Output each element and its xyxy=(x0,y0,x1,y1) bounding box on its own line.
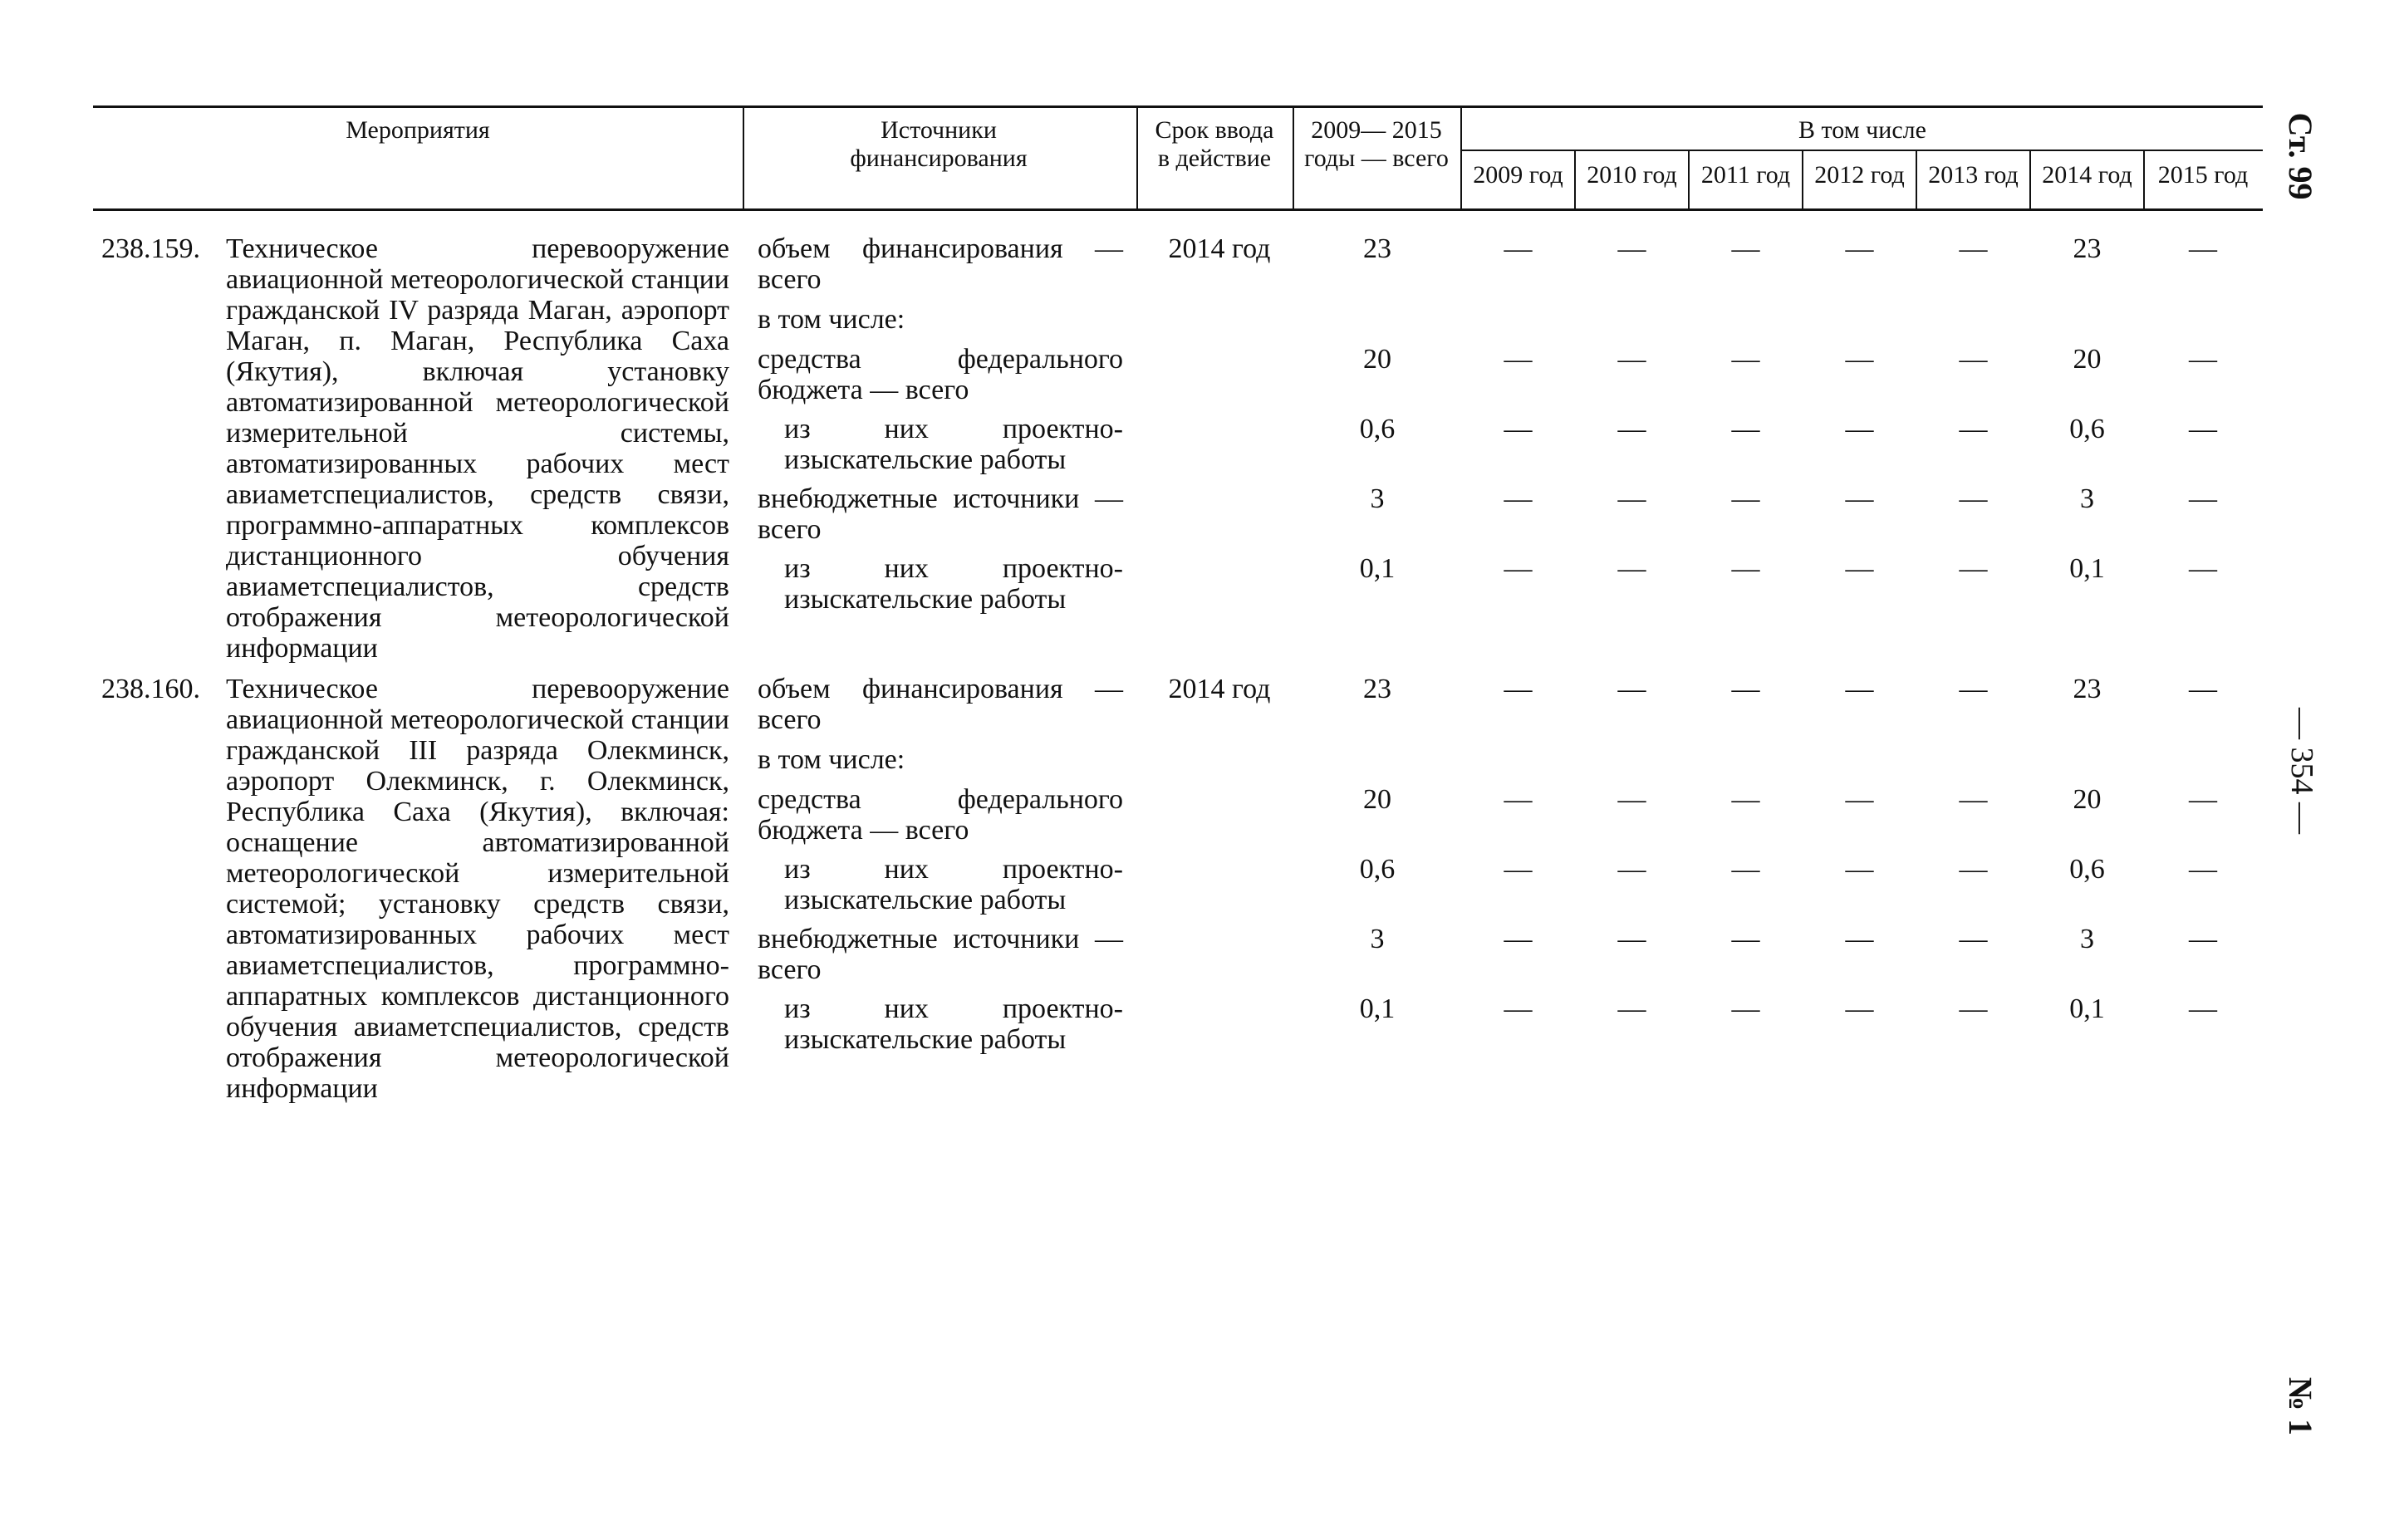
value-2013: — xyxy=(1959,854,1988,885)
value-2011: — xyxy=(1731,924,1760,954)
header-year-2011: 2011 год xyxy=(1700,161,1791,189)
source-label: в том числе: xyxy=(758,744,905,775)
value-2015: — xyxy=(2189,233,2217,264)
issue-label: № 1 xyxy=(2282,1376,2319,1436)
source-label: объем финансирования — всего xyxy=(758,233,1123,295)
source-label: объем финансирования — всего xyxy=(758,674,1123,735)
entry-term: 2014 год xyxy=(1168,674,1271,704)
value-2013: — xyxy=(1959,553,1988,584)
value-2009: — xyxy=(1504,924,1533,954)
value-2011: — xyxy=(1731,553,1760,584)
total-value: 0,6 xyxy=(1359,854,1396,885)
value-2012: — xyxy=(1845,483,1874,514)
total-value: 20 xyxy=(1363,784,1391,815)
total-value: 0,1 xyxy=(1359,993,1396,1024)
value-2010: — xyxy=(1617,233,1646,264)
value-2011: — xyxy=(1731,414,1760,444)
total-value: 20 xyxy=(1363,344,1391,375)
entry-description: Техническое перевооружение авиационной метеорологической станции гражданской IV разряда Маган, аэропорт Маган, п. Маган, Республика Саха (Якутия), включая установку автоматизированной метеорологической измерительной системы, автоматизированных рабочих мест авиаметспециалистов, средств связи, программно-аппаратных комплексов дистанционного обучения авиаметспециалистов, средств отображения метеорологической информации xyxy=(226,233,729,664)
value-2011: — xyxy=(1731,993,1760,1024)
value-2009: — xyxy=(1504,483,1533,514)
value-2014: 23 xyxy=(2073,674,2102,704)
value-2014: 0,6 xyxy=(2069,854,2105,885)
entry-description: Техническое перевооружение авиационной метеорологической станции гражданской III разряда Олекминск, аэропорт Олекминск, г. Олекминск, Республика Саха (Якутия), включая: оснащение автоматизированной метеорологической измерительной системой; установку средств связи, автоматизированных рабочих мест авиаметспециалистов, программно-аппаратных комплексов дистанционного обучения авиаметспециалистов, средств отображения метеорологической информации xyxy=(226,674,729,1104)
value-2011: — xyxy=(1731,233,1760,264)
source-label: из них проектно-изыскательские работы xyxy=(784,553,1123,615)
value-2015: — xyxy=(2189,553,2217,584)
value-2010: — xyxy=(1617,924,1646,954)
value-2010: — xyxy=(1617,993,1646,1024)
value-2012: — xyxy=(1845,924,1874,954)
value-2013: — xyxy=(1959,483,1988,514)
total-value: 3 xyxy=(1370,924,1385,954)
value-2012: — xyxy=(1845,854,1874,885)
page-number: — 354 — xyxy=(2284,708,2319,834)
value-2009: — xyxy=(1504,854,1533,885)
value-2009: — xyxy=(1504,233,1533,264)
value-2012: — xyxy=(1845,993,1874,1024)
value-2014: 20 xyxy=(2073,784,2102,815)
value-2013: — xyxy=(1959,233,1988,264)
source-label: из них проектно-изыскательские работы xyxy=(784,993,1123,1055)
value-2014: 0,1 xyxy=(2069,993,2105,1024)
total-value: 0,1 xyxy=(1359,553,1396,584)
value-2013: — xyxy=(1959,414,1988,444)
value-2010: — xyxy=(1617,854,1646,885)
col-divider xyxy=(1293,107,1294,208)
value-2011: — xyxy=(1731,854,1760,885)
value-2013: — xyxy=(1959,784,1988,815)
header-total: 2009— 2015 годы — всего xyxy=(1304,116,1449,172)
value-2015: — xyxy=(2189,414,2217,444)
header-sources: Источники финансирования xyxy=(850,116,1028,172)
col-divider xyxy=(1136,107,1138,208)
value-2012: — xyxy=(1845,784,1874,815)
value-2014: 3 xyxy=(2080,924,2094,954)
value-2015: — xyxy=(2189,784,2217,815)
total-value: 23 xyxy=(1363,674,1391,704)
header-year-2009: 2009 год xyxy=(1473,161,1563,189)
header-measures: Мероприятия xyxy=(346,116,490,144)
value-2014: 0,1 xyxy=(2069,553,2105,584)
source-label: средства федерального бюджета — всего xyxy=(758,784,1123,846)
entry-number: 238.160. xyxy=(101,674,200,704)
header-year-2010: 2010 год xyxy=(1587,161,1677,189)
col-divider xyxy=(743,107,744,208)
value-2009: — xyxy=(1504,344,1533,375)
total-value: 0,6 xyxy=(1359,414,1396,444)
value-2015: — xyxy=(2189,924,2217,954)
value-2011: — xyxy=(1731,344,1760,375)
source-label: из них проектно-изыскательские работы xyxy=(784,854,1123,915)
entry-number: 238.159. xyxy=(101,233,200,264)
value-2009: — xyxy=(1504,553,1533,584)
value-2010: — xyxy=(1617,483,1646,514)
value-2013: — xyxy=(1959,674,1988,704)
header-year-2015: 2015 год xyxy=(2157,161,2249,189)
value-2009: — xyxy=(1504,674,1533,704)
value-2014: 0,6 xyxy=(2069,414,2105,444)
source-label: из них проектно-изыскательские работы xyxy=(784,414,1123,475)
value-2015: — xyxy=(2189,854,2217,885)
value-2013: — xyxy=(1959,344,1988,375)
value-2009: — xyxy=(1504,993,1533,1024)
total-value: 23 xyxy=(1363,233,1391,264)
value-2015: — xyxy=(2189,993,2217,1024)
header-top-rule xyxy=(93,105,2263,108)
header-bottom-rule xyxy=(93,208,2263,211)
header-year-2013: 2013 год xyxy=(1928,161,2019,189)
header-year-2014: 2014 год xyxy=(2042,161,2132,189)
value-2012: — xyxy=(1845,674,1874,704)
value-2013: — xyxy=(1959,924,1988,954)
total-value: 3 xyxy=(1370,483,1385,514)
value-2011: — xyxy=(1731,784,1760,815)
value-2015: — xyxy=(2189,483,2217,514)
value-2009: — xyxy=(1504,414,1533,444)
page-label: Ст. 99 xyxy=(2282,112,2319,200)
source-label: средства федерального бюджета — всего xyxy=(758,344,1123,405)
value-2013: — xyxy=(1959,993,1988,1024)
value-2009: — xyxy=(1504,784,1533,815)
value-2010: — xyxy=(1617,414,1646,444)
value-2014: 23 xyxy=(2073,233,2102,264)
entry-term: 2014 год xyxy=(1168,233,1271,264)
value-2010: — xyxy=(1617,674,1646,704)
source-label: внебюджетные источники — всего xyxy=(758,924,1123,985)
value-2015: — xyxy=(2189,674,2217,704)
value-2012: — xyxy=(1845,414,1874,444)
header-term: Срок ввода в действие xyxy=(1155,116,1274,172)
value-2010: — xyxy=(1617,344,1646,375)
value-2010: — xyxy=(1617,553,1646,584)
value-2014: 20 xyxy=(2073,344,2102,375)
value-2015: — xyxy=(2189,344,2217,375)
value-2011: — xyxy=(1731,674,1760,704)
header-including: В том числе xyxy=(1798,116,1926,144)
value-2012: — xyxy=(1845,344,1874,375)
header-year-2012: 2012 год xyxy=(1814,161,1905,189)
value-2012: — xyxy=(1845,553,1874,584)
source-label: внебюджетные источники — всего xyxy=(758,483,1123,545)
value-2012: — xyxy=(1845,233,1874,264)
value-2014: 3 xyxy=(2080,483,2094,514)
source-label: в том числе: xyxy=(758,304,905,335)
value-2011: — xyxy=(1731,483,1760,514)
value-2010: — xyxy=(1617,784,1646,815)
